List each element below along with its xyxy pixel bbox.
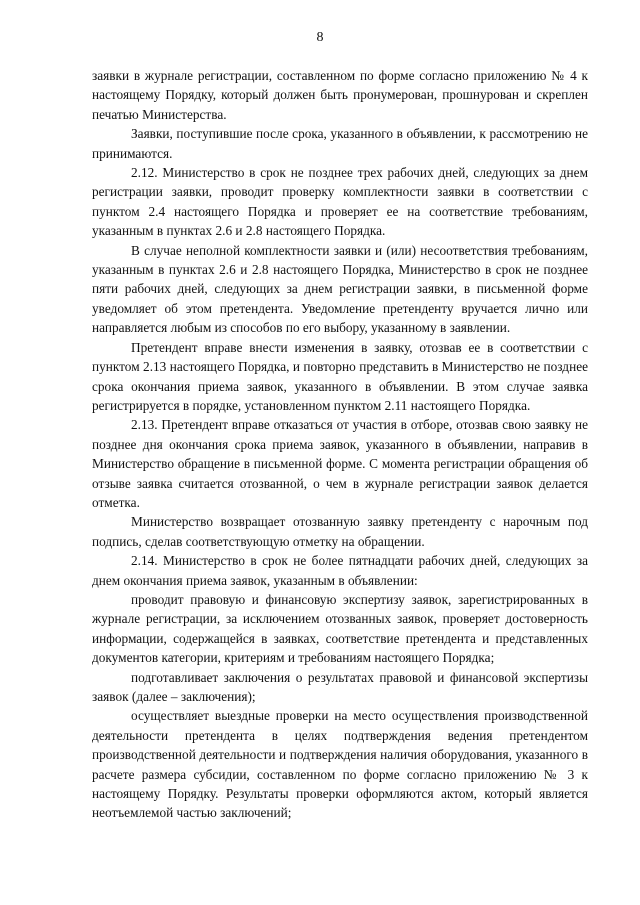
paragraph-legal-financial-review: проводит правовую и финансовую экспертизу заявок, зарегистрированных в журнале регистрации, за исключением отозванных заявок, проверяет достоверность информации, содержащейся в заявках, соответствие претендента и представленных документов категории, критериям и требованиям настоящего Порядка; (92, 591, 588, 666)
paragraph-late-applications: Заявки, поступившие после срока, указанного в объявлении, к рассмотрению не принимаются. (92, 126, 588, 161)
paragraph-site-inspections: осуществляет выездные проверки на место осуществления производственной деятельности претендента в целях подтверждения ведения претендентом производственной деятельности и подтверждения наличия оборудования, указанного в расчете размера субсидии, составленном по форме согласно приложению № 3 к настоящему Порядку. Результаты проверки оформляются актом, который является неотъемлемой частью заключений; (92, 708, 588, 821)
paragraph-amend-application: Претендент вправе внести изменения в заявку, отозвав ее в соответствии с пунктом 2.13 настоящего Порядка, и повторно представить в Министерство не позднее срока окончания приема заявок, указанного в объявлении. В этом случае заявка регистрируется в порядке, установленном пунктом 2.11 настоящего Порядка. (92, 339, 588, 413)
paragraph-registration-journal: заявки в журнале регистрации, составленном по форме согласно приложению № 4 к настоящему Порядку, который должен быть пронумерован, прошнурован и скреплен печатью Министерства. (92, 68, 588, 122)
page-number: 8 (316, 30, 324, 45)
paragraph-2-13: 2.13. Претендент вправе отказаться от участия в отборе, отозвав свою заявку не позднее дня окончания срока приема заявок, указанного в объявлении, направив в Министерство обращение в письменной форме. С момента регистрации обращения об отзыве заявка считается отозванной, о чем в журнале регистрации заявок делается отметка. (92, 417, 588, 510)
paragraph-prepare-conclusions: подготавливает заключения о результатах правовой и финансовой экспертизы заявок (далее – заключения); (92, 669, 588, 704)
paragraph-return-application: Министерство возвращает отозванную заявку претенденту с нарочным под подпись, сделав соответствующую отметку на обращении. (92, 514, 588, 549)
paragraph-2-12: 2.12. Министерство в срок не позднее трех рабочих дней, следующих за днем регистрации заявки, проводит проверку комплектности заявки в соответствии с пунктом 2.4 настоящего Порядка и проверяет ее на соответствие требованиям, указанным в пунктах 2.6 и 2.8 настоящего Порядка. (92, 165, 588, 239)
document-body (92, 66, 588, 823)
paragraph-incomplete-application: В случае неполной комплектности заявки и (или) несоответствия требованиям, указанным в пунктах 2.6 и 2.8 настоящего Порядка, Министерство в срок не позднее пяти рабочих дней, следующих за днем регистрации заявки, в письменной форме уведомляет об этом претендента. Уведомление претенденту вручается лично или направляется любым из способов по его выбору, указанному в заявлении. (92, 242, 588, 336)
paragraph-2-14: 2.14. Министерство в срок не более пятнадцати рабочих дней, следующих за днем окончания приема заявок, указанным в объявлении: (92, 553, 588, 588)
